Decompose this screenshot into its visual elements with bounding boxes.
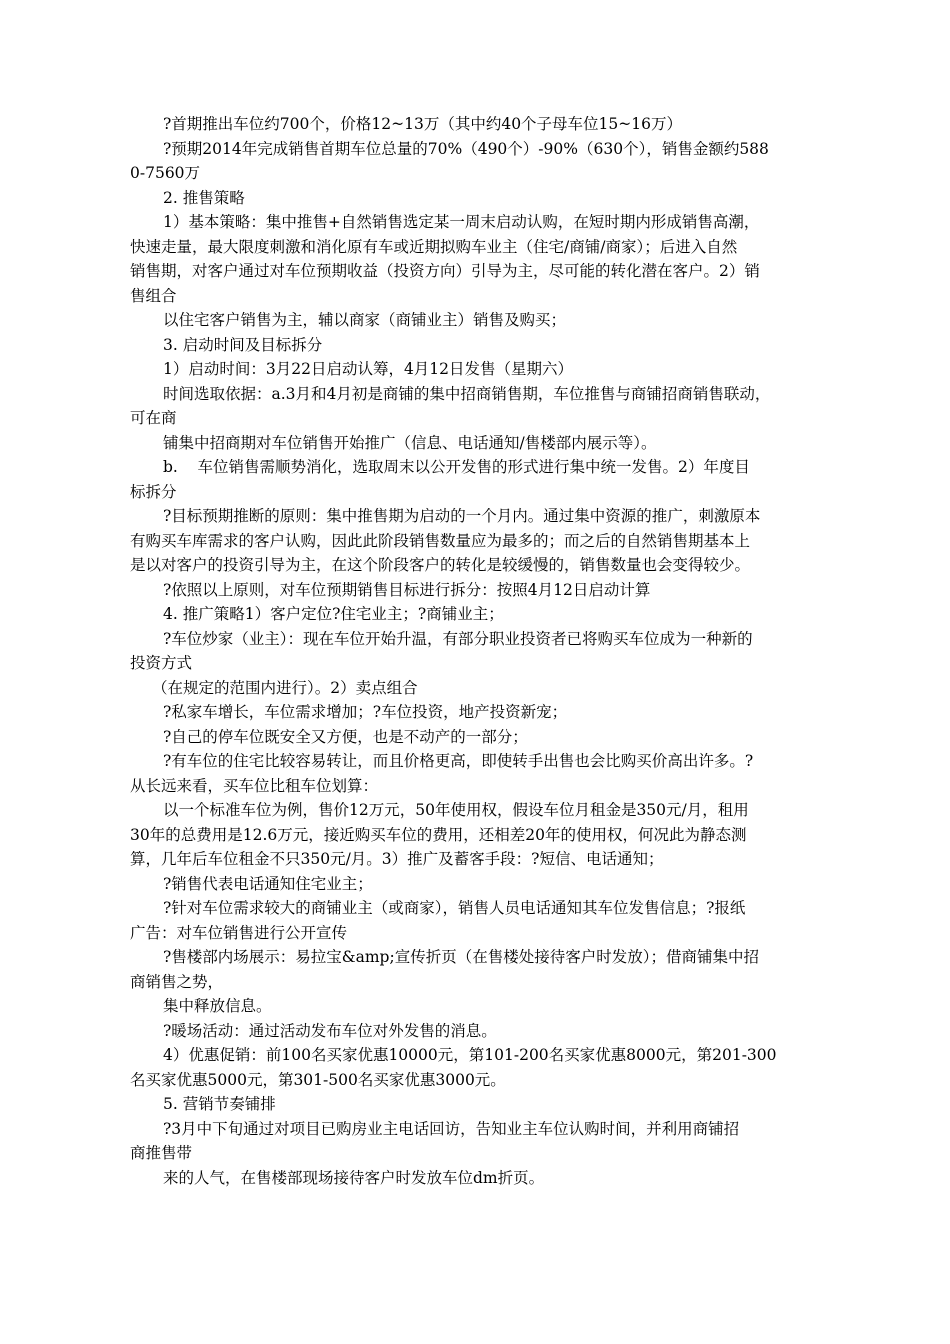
text-line: ?预期2014年完成销售首期车位总量的70%（490个）-90%（630个），销售金额约588	[163, 139, 769, 158]
text-line: 来的人气，在售楼部现场接待客户时发放车位dm折页。	[163, 1168, 545, 1187]
text-line: ?暖场活动：通过活动发布车位对外发售的消息。	[163, 1021, 497, 1040]
document-body	[130, 112, 828, 1190]
text-line: ?私家车增长，车位需求增加；?车位投资，地产投资新宠；	[163, 703, 568, 721]
text-line: 5. 营销节奏铺排	[163, 1095, 276, 1113]
text-line: 商推售带	[130, 1144, 193, 1162]
text-line: 0-7560万	[130, 164, 201, 182]
text-line: 算，几年后车位租金不只350元/月。3）推广及蓄客手段：?短信、电话通知；	[130, 850, 664, 868]
text-line: ?目标预期推断的原则：集中推售期为启动的一个月内。通过集中资源的推广，刺激原本	[163, 507, 761, 525]
text-line: 销售期，对客户通过对车位预期收益（投资方向）引导为主，尽可能的转化潜在客户。2）销	[130, 262, 760, 280]
text-line: ?售楼部内场展示：易拉宝&amp;宣传折页（在售楼处接待客户时发放）；借商铺集中招	[163, 948, 759, 966]
text-line: 铺集中招商期对车位销售开始推广（信息、电话通知/售楼部内展示等）。	[163, 433, 657, 452]
text-line: 投资方式	[130, 654, 193, 672]
text-line: 售组合	[130, 286, 177, 305]
text-line: 2. 推售策略	[163, 188, 245, 207]
text-line: 可在商	[130, 409, 177, 427]
text-line: 是以对客户的投资引导为主，在这个阶段客户的转化是较缓慢的，销售数量也会变得较少。	[130, 556, 751, 574]
text-line: ?依照以上原则，对车位预期销售目标进行拆分：按照4月12日启动计算	[163, 580, 651, 599]
text-line: 4. 推广策略1）客户定位?住宅业主；?商铺业主；	[163, 605, 504, 623]
text-line: 30年的总费用是12.6万元，接近购买车位的费用，还相差20年的使用权，何况此为静态测	[130, 825, 747, 844]
text-line: 以住宅客户销售为主，辅以商家（商铺业主）销售及购买；	[163, 311, 567, 329]
text-line: 有购买车库需求的客户认购，因此此阶段销售数量应为最多的；而之后的自然销售期基本上	[130, 531, 751, 550]
text-line: ?销售代表电话通知住宅业主；	[163, 874, 373, 893]
text-line: 4）优惠促销：前100名买家优惠10000元，第101-200名买家优惠8000元，第201-300	[163, 1046, 777, 1064]
text-line: ?首期推出车位约700个，价格12~13万（其中约40个子母车位15~16万）	[163, 115, 682, 133]
text-line: ?有车位的住宅比较容易转让，而且价格更高，即使转手出售也会比购买价高出许多。?	[163, 752, 754, 770]
text-line: 从长远来看，买车位比租车位划算：	[130, 776, 379, 795]
text-line: ?3月中下旬通过对项目已购房业主电话回访，告知业主车位认购时间，并利用商铺招	[163, 1119, 740, 1138]
text-line: 名买家优惠5000元，第301-500名买家优惠3000元。	[130, 1070, 506, 1089]
text-line: 标拆分	[130, 482, 177, 501]
text-line: b. 车位销售需顺势消化，选取周末以公开发售的形式进行集中统一发售。2）年度目	[163, 458, 750, 476]
text-line: （在规定的范围内进行）。2）卖点组合	[152, 678, 418, 697]
text-line: 商销售之势，	[130, 972, 224, 991]
text-line: 快速走量，最大限度刺激和消化原有车或近期拟购车业主（住宅/商铺/商家）；后进入自然	[130, 237, 738, 256]
text-line: 1）基本策略：集中推售+自然销售选定某一周末启动认购，在短时期内形成销售高潮，	[163, 213, 760, 231]
text-line: 1）启动时间：3月22日启动认筹，4月12日发售（星期六）	[163, 360, 574, 378]
text-line: 3. 启动时间及目标拆分	[163, 335, 323, 354]
text-line: ?自己的停车位既安全又方便，也是不动产的一部分；	[163, 727, 528, 746]
text-line: 时间选取依据：a.3月和4月初是商铺的集中招商销售期，车位推售与商铺招商销售联动，	[163, 384, 771, 403]
text-line: 以一个标准车位为例，售价12万元，50年使用权，假设车位月租金是350元/月，租用	[163, 801, 749, 819]
text-line: ?针对车位需求较大的商铺业主（或商家），销售人员电话通知其车位发售信息；?报纸	[163, 899, 746, 917]
text-line: 集中释放信息。	[163, 997, 272, 1015]
text-line: 广告：对车位销售进行公开宣传	[130, 923, 348, 942]
text-line: ?车位炒家（业主）：现在车位开始升温，有部分职业投资者已将购买车位成为一种新的	[163, 629, 753, 648]
